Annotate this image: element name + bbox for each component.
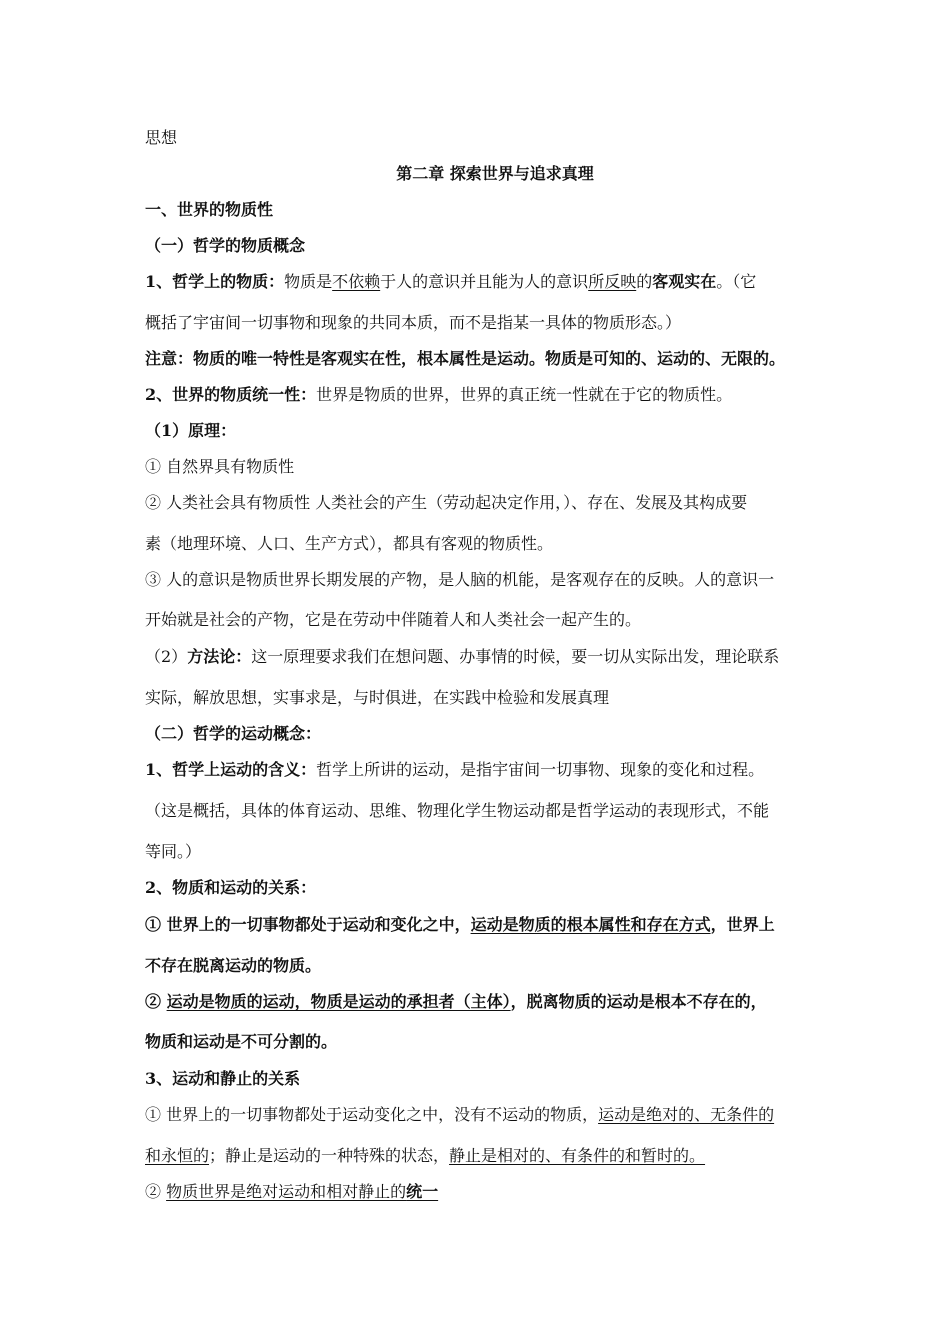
note-line: 注意：物质的唯一特性是客观实在性，根本属性是运动。物质是可知的、运动的、无限的。 <box>145 349 786 368</box>
relation-item-1: ① 世界上的一切事物都处于运动和变化之中，运动是物质的根本属性和存在方式，世界上 <box>145 915 775 934</box>
paragraph-matter-definition: 1、哲学上的物质：物质是不依赖于人的意识并且能为人的意识所反映的客观实在。（它 <box>145 272 757 291</box>
principle-item-1: ① 自然界具有物质性 <box>145 457 295 476</box>
motion-rest-item-2: ② 物质世界是绝对运动和相对静止的统一 <box>145 1182 439 1201</box>
section-heading-materiality: 一、世界的物质性 <box>145 200 274 219</box>
underlined-phrase: 所反映 <box>588 272 637 291</box>
term-label: 方法论： <box>187 647 252 666</box>
principle-item-3-cont: 开始就是社会的产物，它是在劳动中伴随着人和人类社会一起产生的。 <box>145 610 642 629</box>
underlined-phrase: 静止是相对的、有条件的和暂时的。 <box>449 1146 706 1165</box>
methodology-line-cont: 实际，解放思想，实事求是，与时俱进，在实践中检验和发展真理 <box>145 688 610 707</box>
term-label: 1、哲学上运动的含义： <box>145 760 317 779</box>
paragraph-matter-definition-cont: 概括了宇宙间一切事物和现象的共同本质，而不是指某一具体的物质形态。） <box>145 313 682 332</box>
subsection-heading-matter-concept: （一）哲学的物质概念 <box>145 236 306 255</box>
relation-item-2: ② 运动是物质的运动，物质是运动的承担者（主体），脱离物质的运动是根本不存在的， <box>145 992 767 1011</box>
underlined-phrase: 和永恒的 <box>145 1146 210 1165</box>
bold-phrase: 客观实在 <box>652 272 717 291</box>
motion-rest-item-1-cont: 和永恒的；静止是运动的一种特殊的状态，静止是相对的、有条件的和暂时的。 <box>145 1146 706 1165</box>
term-label: 1、哲学上的物质： <box>145 272 285 291</box>
paragraph-motion-meaning-end: 等同。） <box>145 842 202 861</box>
heading-matter-motion-relation: 2、物质和运动的关系： <box>145 878 317 897</box>
motion-rest-item-1: ① 世界上的一切事物都处于运动变化之中，没有不运动的物质，运动是绝对的、无条件的 <box>145 1105 775 1124</box>
principle-item-2-cont: 素（地理环境、人口、生产方式），都具有客观的物质性。 <box>145 534 554 553</box>
relation-item-2-cont: 物质和运动是不可分割的。 <box>145 1032 338 1051</box>
principle-item-3: ③ 人的意识是物质世界长期发展的产物，是人脑的机能，是客观存在的反映。人的意识一 <box>145 570 775 589</box>
underlined-phrase: 运动是物质的运动，物质是运动的承担者（主体） <box>166 992 511 1011</box>
paragraph-material-unity: 2、世界的物质统一性：世界是物质的世界，世界的真正统一性就在于它的物质性。 <box>145 385 733 404</box>
underlined-phrase: 物质世界是绝对运动和相对静止的 <box>166 1182 407 1201</box>
principle-item-2: ② 人类社会具有物质性 人类社会的产生（劳动起决定作用，）、存在、发展及其构成要 <box>145 493 748 512</box>
methodology-line: （2）方法论：这一原理要求我们在想问题、办事情的时候，要一切从实际出发，理论联系 <box>145 647 780 666</box>
underlined-bold-phrase: 统一 <box>406 1182 439 1201</box>
paragraph-motion-meaning: 1、哲学上运动的含义：哲学上所讲的运动，是指宇宙间一切事物、现象的变化和过程。 <box>145 760 765 779</box>
underlined-phrase: 运动是绝对的、无条件的 <box>598 1105 775 1124</box>
subsection-heading-motion-concept: （二）哲学的运动概念： <box>145 724 322 743</box>
top-word: 思想 <box>145 128 178 147</box>
principle-label: （1）原理： <box>145 421 237 440</box>
underlined-phrase: 运动是物质的根本属性和存在方式 <box>470 915 711 934</box>
relation-item-1-cont: 不存在脱离运动的物质。 <box>145 956 322 975</box>
chapter-title: 第二章 探索世界与追求真理 <box>396 164 594 183</box>
term-label: 2、世界的物质统一性： <box>145 385 317 404</box>
underlined-phrase: 不依赖 <box>332 272 381 291</box>
paragraph-motion-meaning-cont: （这是概括，具体的体育运动、思维、物理化学生物运动都是哲学运动的表现形式，不能 <box>145 801 770 820</box>
heading-motion-rest-relation: 3、运动和静止的关系 <box>145 1069 301 1088</box>
